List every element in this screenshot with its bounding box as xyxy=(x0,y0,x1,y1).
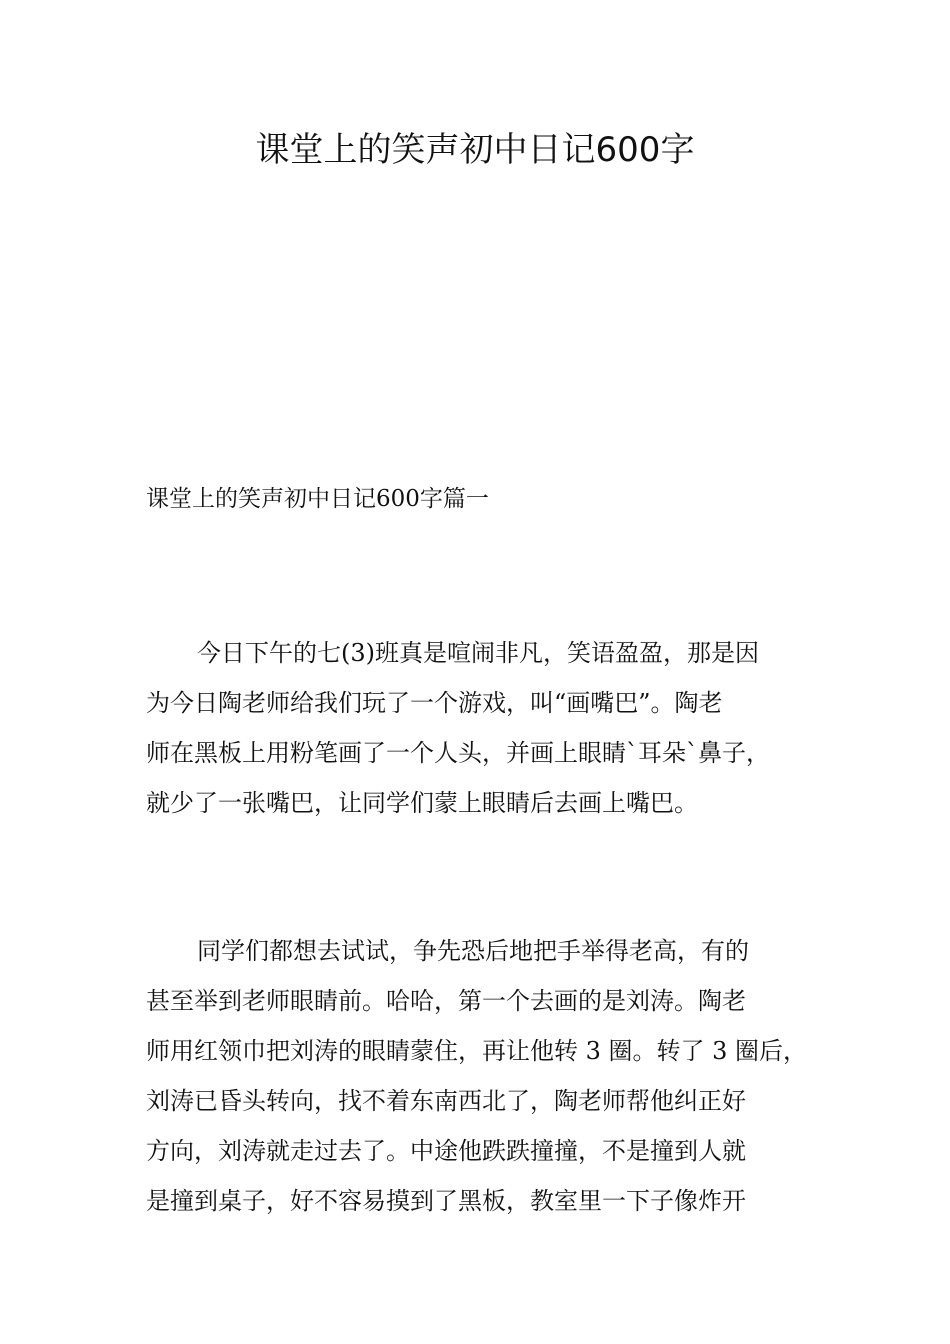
paragraph-line: 就少了一张嘴巴，让同学们蒙上眼睛后去画上嘴巴。 xyxy=(146,789,698,817)
paragraph-line: 刘涛已昏头转向，找不着东南西北了，陶老师帮他纠正好 xyxy=(146,1087,746,1115)
paragraph-2 xyxy=(146,926,806,1226)
paragraph-line: 师在黑板上用粉笔画了一个人头，并画上眼睛`耳朵`鼻子， xyxy=(146,739,770,767)
paragraph-line: 同学们都想去试试，争先恐后地把手举得老高，有的 xyxy=(197,937,749,965)
paragraph-line: 今日下午的七(3)班真是喧闹非凡，笑语盈盈，那是因 xyxy=(197,639,759,667)
paragraph-line: 甚至举到老师眼睛前。哈哈，第一个去画的是刘涛。陶老 xyxy=(146,987,746,1015)
paragraph-line: 是撞到桌子，好不容易摸到了黑板，教室里一下子像炸开 xyxy=(146,1187,746,1215)
page-title: 课堂上的笑声初中日记600字 xyxy=(255,130,695,170)
paragraph-1 xyxy=(146,628,806,828)
section-heading: 课堂上的笑声初中日记600字篇一 xyxy=(146,486,489,512)
paragraph-line: 师用红领巾把刘涛的眼睛蒙住，再让他转 3 圈。转了 3 圈后， xyxy=(146,1037,808,1065)
paragraph-line: 方向，刘涛就走过去了。中途他跌跌撞撞，不是撞到人就 xyxy=(146,1137,746,1165)
paragraph-line: 为今日陶老师给我们玩了一个游戏，叫“画嘴巴”。陶老 xyxy=(146,689,723,717)
